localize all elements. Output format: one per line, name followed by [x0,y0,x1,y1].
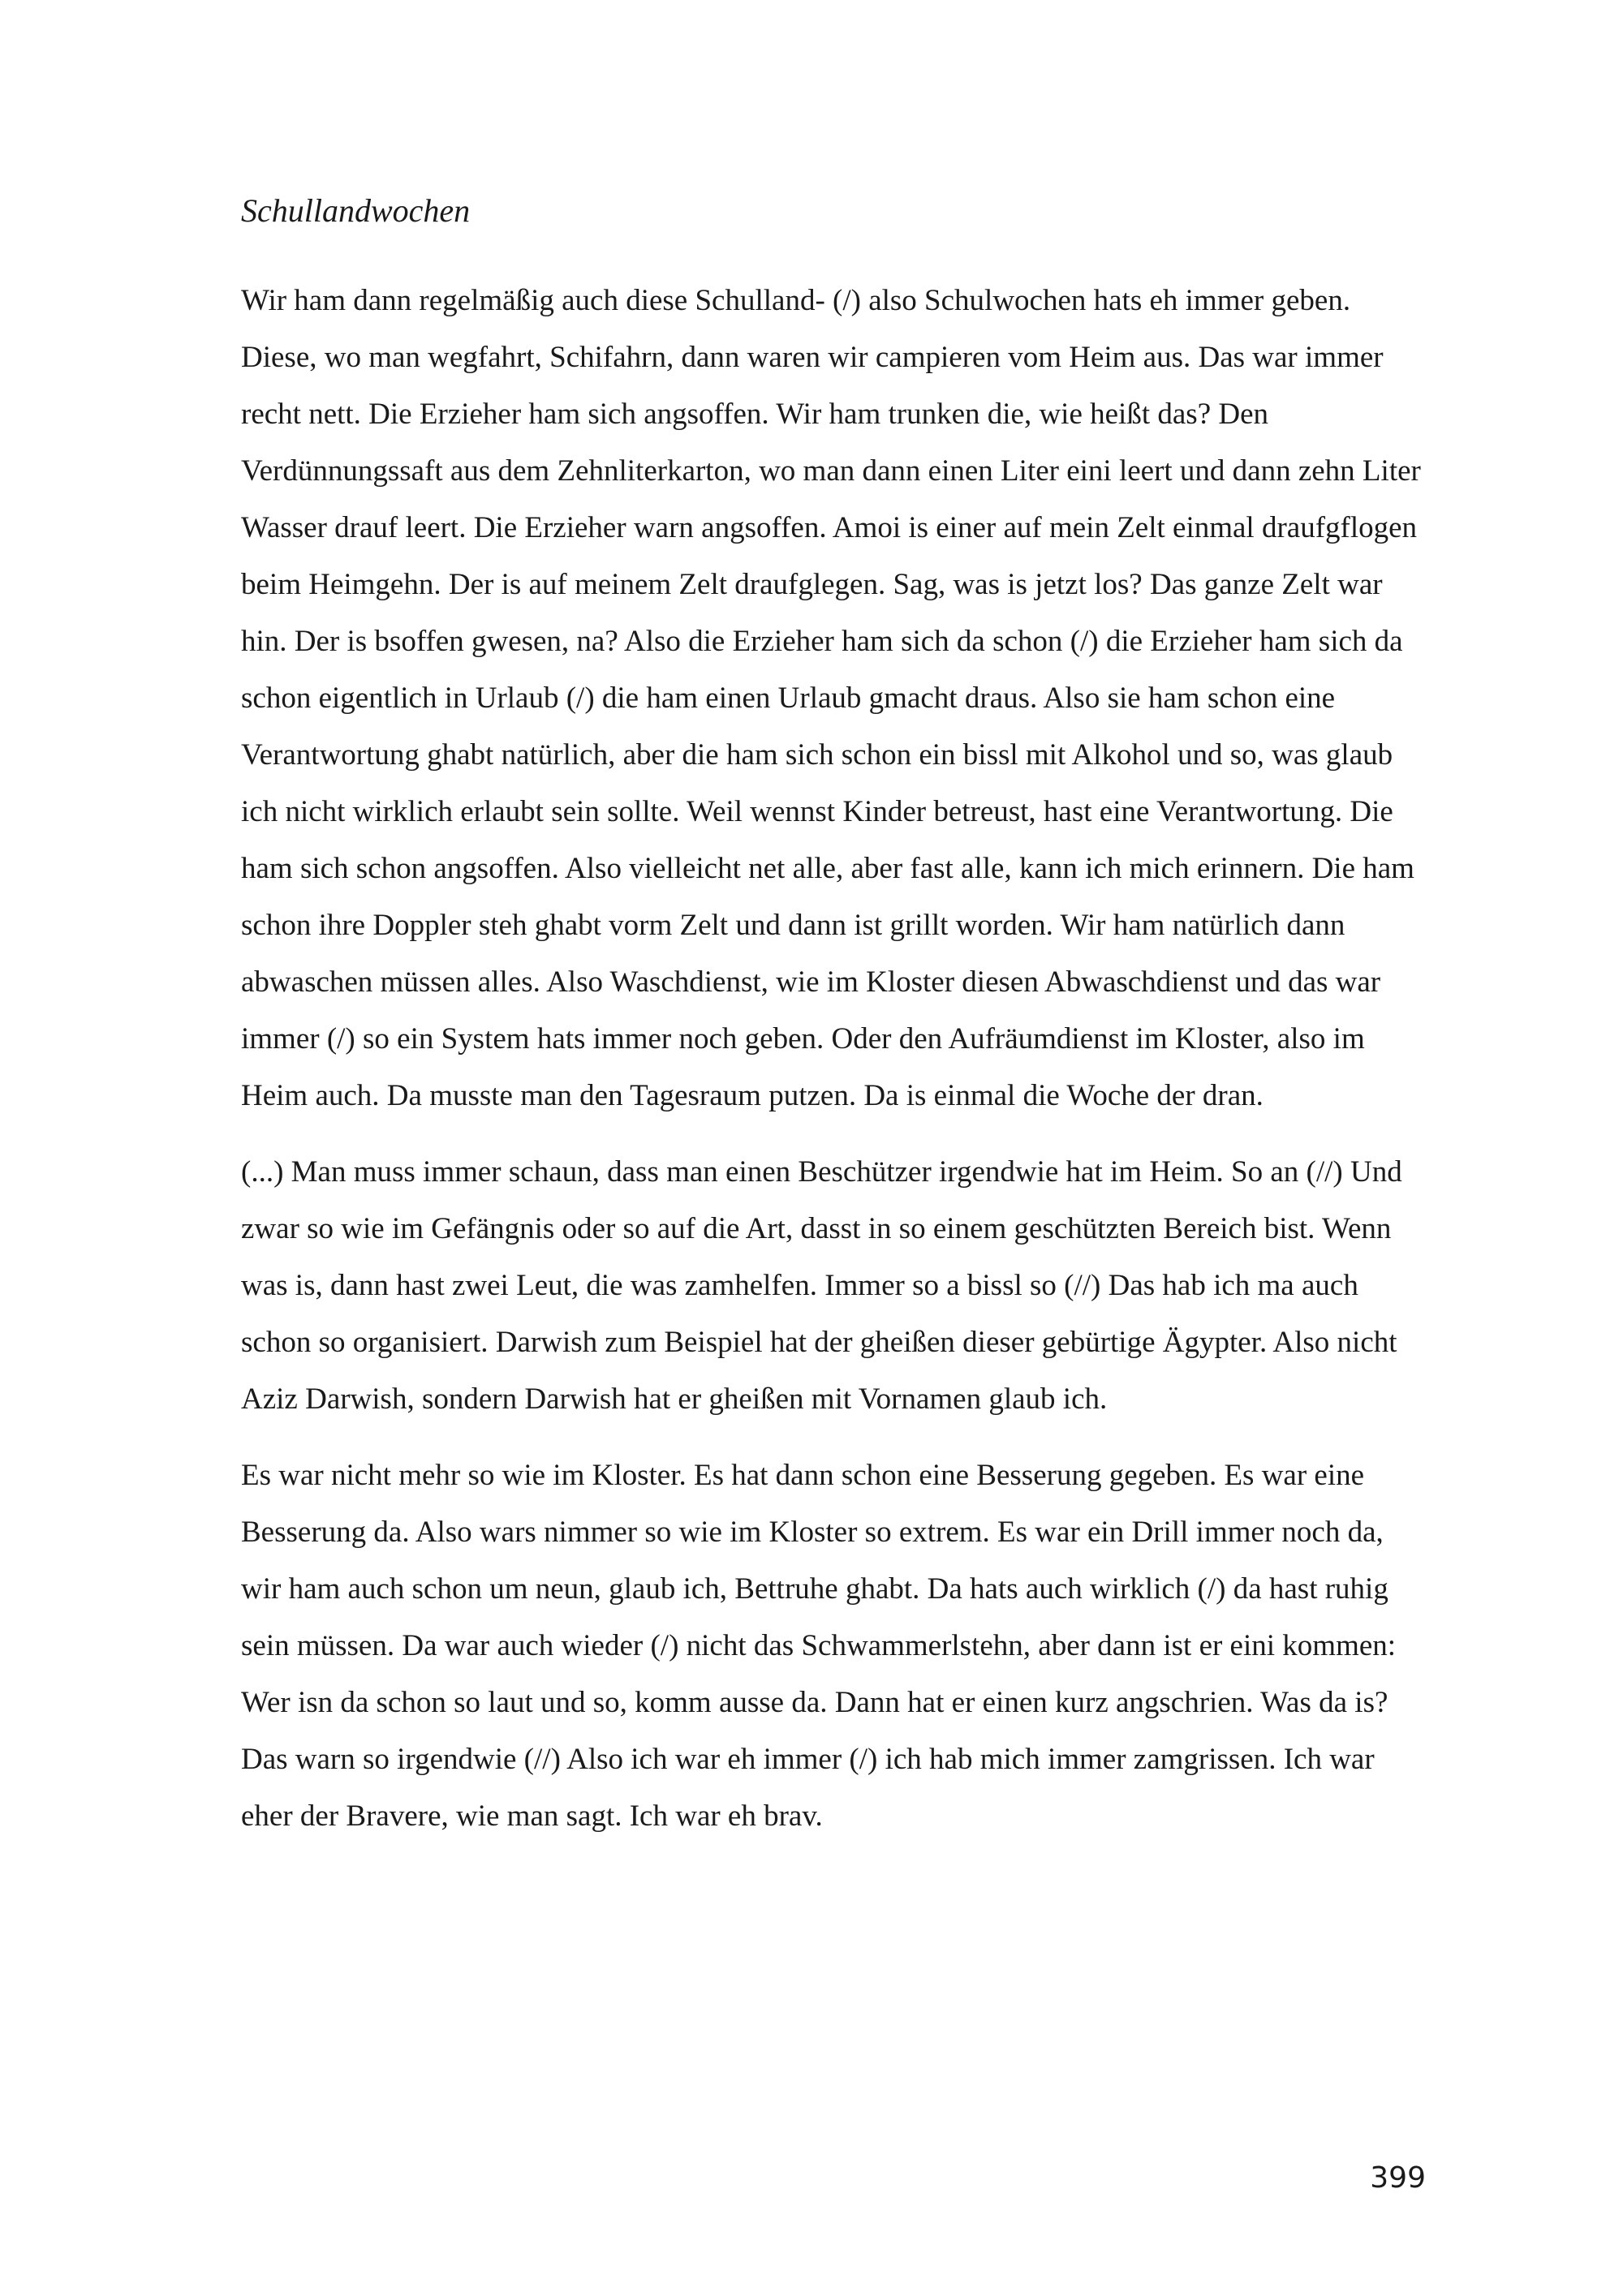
paragraph-2: (...) Man muss immer schaun, dass man einen Beschützer irgendwie hat im Heim. So an (//) Und zwar so wie im Gefängnis oder so auf die Art, dasst in so einem geschützten Bereich bist. Wenn was is, dann hast zwei Leut, die was zamhelfen. Immer so a bissl so (//) Das hab ich ma auch schon so organisiert. Darwish zum Beispiel hat der gheißen dieser gebürtige Ägypter. Also nicht Aziz Darwish, sondern Darwish hat er gheißen mit Vornamen glaub ich. [241,1155,1402,1416]
paragraph-3: Es war nicht mehr so wie im Kloster. Es hat dann schon eine Besserung gegeben. Es war eine Besserung da. Also wars nimmer so wie im Kloster so extrem. Es war ein Drill immer noch da, wir ham auch schon um neun, glaub ich, Bettruhe ghabt. Da hats auch wirklich (/) da hast ruhig sein müssen. Da war auch wieder (/) nicht das Schwammerlstehn, aber dann ist er eini kommen: Wer isn da schon so laut und so, komm ausse da. Dann hat er einen kurz angschrien. Was da is? Das warn so irgendwie (//) Also ich war eh immer (/) ich hab mich immer zamgrissen. Ich war eher der Bravere, wie man sagt. Ich war eh brav. [241,1459,1397,1833]
body-text [241,273,1426,1864]
section-title: Schullandwochen [241,192,471,229]
page-number: 399 [1370,2161,1426,2195]
document-page [241,0,1426,2296]
paragraph-1: Wir ham dann regelmäßig auch diese Schulland- (/) also Schulwochen hats eh immer geben. Diese, wo man wegfahrt, Schifahrn, dann waren wir campieren vom Heim aus. Das war immer recht nett. Die Erzieher ham sich angsoffen. Wir ham trunken die, wie heißt das? Den Verdünnungssaft aus dem Zehnliterkarton, wo man dann einen Liter eini leert und dann zehn Liter Wasser drauf leert. Die Erzieher warn angsoffen. Amoi is einer auf mein Zelt einmal draufgflogen beim Heimgehn. Der is auf meinem Zelt draufglegen. Sag, was is jetzt los? Das ganze Zelt war hin. Der is bsoffen gwesen, na? Also die Erzieher ham sich da schon (/) die Erzieher ham sich da schon eigentlich in Urlaub (/) die ham einen Urlaub gmacht draus. Also sie ham schon eine Verantwortung ghabt natürlich, aber die ham sich schon ein bissl mit Alkohol und so, was glaub ich nicht wirklich erlaubt sein sollte. Weil wennst Kinder betreust, hast eine Verantwortung. Die ham sich schon angsoffen. Also vielleicht net alle, aber fast alle, kann ich mich erinnern. Die ham schon ihre Doppler steh ghabt vorm Zelt und dann ist grillt worden. Wir ham natürlich dann abwaschen müssen alles. Also Waschdienst, wie im Kloster diesen Abwaschdienst und das war immer (/) so ein System hats immer noch geben. Oder den Aufräumdienst im Kloster, also im Heim auch. Da musste man den Tagesraum putzen. Da is einmal die Woche der dran. [241,284,1421,1112]
